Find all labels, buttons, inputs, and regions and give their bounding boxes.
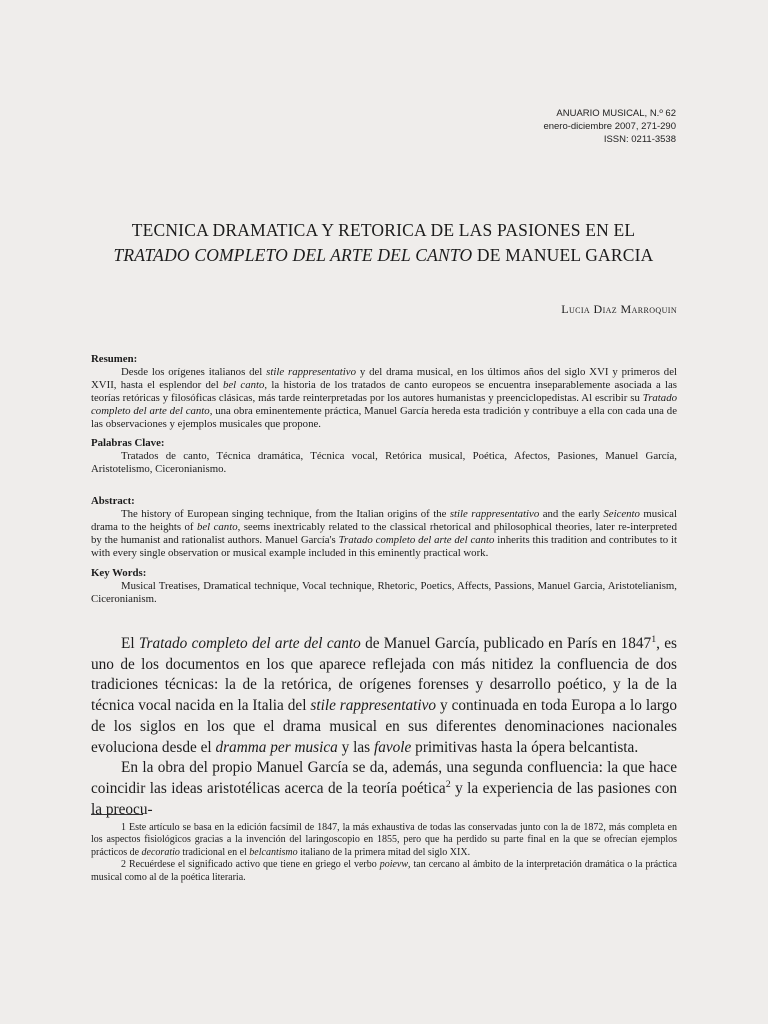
resumen-text: Desde los orígenes italianos del stile rappresentativo y del drama musical, en los últimos años del siglo XVI y primeros del XVII, hasta el esplendor del bel canto, la historia de los tratados de canto europeos se encuentra inseparablemente asociada a las teorías retóricas y filosóficas clásicas, más tarde reinterpretadas por los autores humanistas y preenciclopedistas. Al escribir su Tratado completo del arte del canto, una obra eminentemente práctica, Manuel García hereda esta tradición y contribuye a ella con cada una de las observaciones y ejemplos musicales que propone.	[91, 365, 677, 430]
resumen-label: Resumen:	[91, 353, 138, 365]
keywords-label: Key Words:	[91, 567, 147, 579]
journal-header	[543, 107, 676, 146]
abstract-section	[91, 495, 677, 560]
keywords-section	[91, 567, 677, 606]
footnote-divider	[91, 814, 143, 815]
abstract-text: The history of European singing technique, from the Italian origins of the stile rappresentativo and the early Seicento musical drama to the heights of bel canto, seems inextricably related to the classical rhetorical and philosophical theories, later re-interpreted by the humanist and rationalist authors. Manuel García's Tratado completo del arte del canto inherits this tradition and contributes to it with every single observation or musical example included in this eminently practical work.	[91, 507, 677, 559]
footnote-ref-2[interactable]: 2	[445, 778, 451, 790]
journal-name: ANUARIO MUSICAL, N.º 62	[556, 108, 676, 119]
body-paragraph-1: El Tratado completo del arte del canto de Manuel García, publicado en París en 1847$^1$, es uno de los documentos en los que aparece reflejada con más nitidez la confluencia de dos tradiciones técnicas: la de la retórica, de orígenes forenses y desarrollo poético, y la de la técnica vocal nacida en la Italia del stile rappresentativo y continuada en toda Europa a lo largo de los siglos en los que el drama musical en sus diferentes denominaciones nacionales evoluciona desde el dramma per musica y las favole primitivas hasta la ópera belcantista.	[91, 634, 678, 756]
journal-issue: enero-diciembre 2007, 271-290	[543, 121, 676, 132]
palabras-clave-label: Palabras Clave:	[91, 437, 165, 449]
keywords-text: Musical Treatises, Dramatical technique, Vocal technique, Rhetoric, Poetics, Affects, Passions, Manuel Garcia, Aristotelianism, Ciceronianism.	[91, 579, 677, 605]
footnote-1: 1 Este artículo se basa en la edición facsímil de 1847, la más exhaustiva de todas las conservadas junto con la de 1872, más completa en los aspectos fisiológicos gracias a la invención del laringoscopio en 1855, pero que ha perdido su parte final en la que se ofrecían ejemplos prácticos de decoratio tradicional en el belcantismo italiano de la primera mitad del siglo XIX.	[91, 822, 677, 858]
author-name: Lucia Diaz Marroquin	[561, 302, 677, 316]
title-italic: TRATADO COMPLETO DEL ARTE DEL CANTO	[113, 245, 473, 265]
body-text	[91, 634, 677, 820]
journal-issn: ISSN: 0211-3538	[603, 134, 676, 145]
resumen-section	[91, 353, 677, 430]
title-line-2	[90, 243, 677, 268]
article-title	[90, 218, 677, 268]
palabras-clave-section	[91, 437, 677, 476]
abstract-label: Abstract:	[91, 495, 135, 507]
title-line-1: TECNICA DRAMATICA Y RETORICA DE LAS PASIONES EN EL	[131, 220, 636, 240]
title-end: DE MANUEL GARCIA	[472, 245, 654, 265]
footnotes	[91, 822, 677, 884]
palabras-clave-text: Tratados de canto, Técnica dramática, Técnica vocal, Retórica musical, Poética, Afectos, Pasiones, Manuel García, Aristotelismo, Ciceronianismo.	[91, 449, 677, 475]
footnote-ref-1[interactable]: 1	[651, 634, 657, 646]
footnote-2: 2 Recuérdese el significado activo que tiene en griego el verbo poievw, tan cercano al ámbito de la interpretación dramática o la práctica musical como al de la poética literaria.	[91, 859, 678, 883]
body-paragraph-2: En la obra del propio Manuel García se da, además, una segunda confluencia: la que hace coincidir las ideas aristotélicas acerca de la teoría poética$^2$ y la experiencia de las pasiones con la preocu-	[91, 759, 677, 818]
